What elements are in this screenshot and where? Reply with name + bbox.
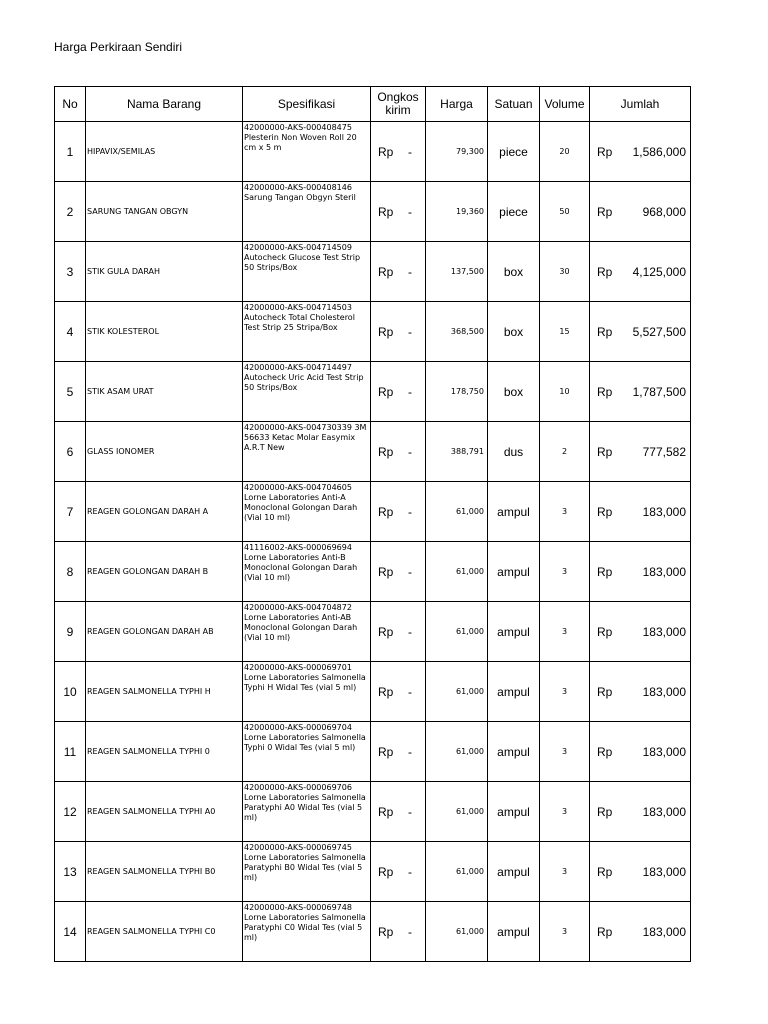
currency-label: Rp [378,564,394,579]
ongkos-value: - [408,864,412,879]
cell-spesifikasi: 42000000-AKS-004704872 Lorne Laboratories Anti-AB Monoclonal Golongan Darah (Vial 10 ml) [243,602,371,662]
ongkos-value: - [408,324,412,339]
currency-label: Rp [378,324,394,339]
currency-label: Rp [597,384,613,399]
cell-spesifikasi: 42000000-AKS-000069701 Lorne Laboratories Salmonella Typhi H Widal Tes (vial 5 ml) [243,662,371,722]
cell-ongkos-kirim [371,242,426,302]
cell-no: 5 [55,362,86,422]
cell-no: 2 [55,182,86,242]
cell-jumlah [590,602,691,662]
cell-no: 12 [55,782,86,842]
table-row [55,182,691,242]
cell-nama-barang: STIK KOLESTEROL [86,302,243,362]
cell-ongkos-kirim [371,302,426,362]
cell-harga: 61,000 [426,782,488,842]
cell-spesifikasi: 42000000-AKS-000069748 Lorne Laboratories Salmonella Paratyphi C0 Widal Tes (vial 5 ml) [243,902,371,962]
ongkos-value: - [408,144,412,159]
currency-label: Rp [378,624,394,639]
cell-harga: 61,000 [426,602,488,662]
cell-jumlah [590,242,691,302]
cell-volume: 3 [540,722,590,782]
jumlah-value: 183,000 [642,864,686,879]
cell-satuan: box [488,362,540,422]
cell-spesifikasi: 42000000-AKS-000069745 Lorne Laboratories Salmonella Paratyphi B0 Widal Tes (vial 5 ml) [243,842,371,902]
currency-label: Rp [597,804,613,819]
cell-no: 9 [55,602,86,662]
cell-harga: 178,750 [426,362,488,422]
currency-label: Rp [597,684,613,699]
cell-no: 8 [55,542,86,602]
currency-label: Rp [378,444,394,459]
cell-nama-barang: REAGEN GOLONGAN DARAH A [86,482,243,542]
cell-jumlah [590,782,691,842]
cell-spesifikasi: 42000000-AKS-000069706 Lorne Laboratories Salmonella Paratyphi A0 Widal Tes (vial 5 ml) [243,782,371,842]
cell-jumlah [590,722,691,782]
header-ongkos-kirim: Ongkos kirim [371,87,426,122]
cell-nama-barang: REAGEN SALMONELLA TYPHI C0 [86,902,243,962]
jumlah-value: 1,787,500 [632,384,686,399]
cell-nama-barang: HIPAVIX/SEMILAS [86,122,243,182]
table-row [55,782,691,842]
cell-harga: 137,500 [426,242,488,302]
cell-volume: 3 [540,662,590,722]
cell-satuan: ampul [488,482,540,542]
cell-ongkos-kirim [371,542,426,602]
ongkos-value: - [408,744,412,759]
cell-jumlah [590,542,691,602]
table-row [55,542,691,602]
cell-jumlah [590,842,691,902]
table-row [55,422,691,482]
jumlah-value: 183,000 [642,624,686,639]
currency-label: Rp [378,924,394,939]
cell-satuan: ampul [488,722,540,782]
cell-no: 3 [55,242,86,302]
cell-satuan: ampul [488,542,540,602]
cell-jumlah [590,482,691,542]
cell-volume: 3 [540,482,590,542]
cell-satuan: piece [488,182,540,242]
currency-label: Rp [597,624,613,639]
page-title: Harga Perkiraan Sendiri [54,40,183,54]
cell-harga: 61,000 [426,482,488,542]
cell-ongkos-kirim [371,122,426,182]
cell-jumlah [590,902,691,962]
jumlah-value: 183,000 [642,804,686,819]
cell-no: 13 [55,842,86,902]
jumlah-value: 183,000 [642,744,686,759]
cell-harga: 61,000 [426,722,488,782]
cell-ongkos-kirim [371,362,426,422]
jumlah-value: 4,125,000 [632,264,686,279]
currency-label: Rp [597,324,613,339]
cell-ongkos-kirim [371,482,426,542]
cell-nama-barang: STIK ASAM URAT [86,362,243,422]
cell-ongkos-kirim [371,722,426,782]
table-row [55,662,691,722]
cell-volume: 3 [540,902,590,962]
cell-volume: 3 [540,542,590,602]
cell-spesifikasi: 42000000-AKS-004714509 Autocheck Glucose Test Strip 50 Strips/Box [243,242,371,302]
cell-harga: 388,791 [426,422,488,482]
currency-label: Rp [597,144,613,159]
cell-harga: 61,000 [426,662,488,722]
cell-nama-barang: SARUNG TANGAN OBGYN [86,182,243,242]
jumlah-value: 183,000 [642,564,686,579]
cell-jumlah [590,302,691,362]
jumlah-value: 183,000 [642,684,686,699]
header-jumlah: Jumlah [590,87,691,122]
ongkos-value: - [408,924,412,939]
currency-label: Rp [378,504,394,519]
cell-ongkos-kirim [371,422,426,482]
header-volume: Volume [540,87,590,122]
currency-label: Rp [378,864,394,879]
jumlah-value: 777,582 [642,444,686,459]
header-satuan: Satuan [488,87,540,122]
cell-nama-barang: REAGEN GOLONGAN DARAH AB [86,602,243,662]
cell-spesifikasi: 42000000-AKS-004714503 Autocheck Total Cholesterol Test Strip 25 Stripa/Box [243,302,371,362]
cell-no: 11 [55,722,86,782]
cell-jumlah [590,662,691,722]
cell-volume: 10 [540,362,590,422]
price-table [54,86,691,962]
cell-volume: 30 [540,242,590,302]
ongkos-value: - [408,204,412,219]
cell-spesifikasi: 41116002-AKS-000069694 Lorne Laboratories Anti-B Monoclonal Golongan Darah (Vial 10 ml) [243,542,371,602]
cell-satuan: ampul [488,782,540,842]
cell-ongkos-kirim [371,602,426,662]
currency-label: Rp [597,564,613,579]
currency-label: Rp [597,744,613,759]
cell-spesifikasi: 42000000-AKS-004730339 3M 56633 Ketac Molar Easymix A.R.T New [243,422,371,482]
cell-volume: 20 [540,122,590,182]
cell-volume: 3 [540,842,590,902]
cell-ongkos-kirim [371,662,426,722]
cell-harga: 61,000 [426,542,488,602]
cell-harga: 79,300 [426,122,488,182]
cell-nama-barang: REAGEN SALMONELLA TYPHI H [86,662,243,722]
header-no: No [55,87,86,122]
cell-no: 7 [55,482,86,542]
cell-volume: 3 [540,602,590,662]
table-row [55,902,691,962]
table-row [55,602,691,662]
cell-no: 10 [55,662,86,722]
cell-satuan: ampul [488,842,540,902]
table-row [55,302,691,362]
cell-harga: 368,500 [426,302,488,362]
cell-spesifikasi: 42000000-AKS-004714497 Autocheck Uric Acid Test Strip 50 Strips/Box [243,362,371,422]
header-nama-barang: Nama Barang [86,87,243,122]
table-row [55,242,691,302]
cell-spesifikasi: 42000000-AKS-000408146 Sarung Tangan Obgyn Steril [243,182,371,242]
cell-volume: 50 [540,182,590,242]
currency-label: Rp [597,204,613,219]
cell-jumlah [590,362,691,422]
cell-spesifikasi: 42000000-AKS-004704605 Lorne Laboratories Anti-A Monoclonal Golongan Darah (Vial 10 ml) [243,482,371,542]
jumlah-value: 183,000 [642,924,686,939]
cell-satuan: ampul [488,662,540,722]
cell-nama-barang: REAGEN SALMONELLA TYPHI 0 [86,722,243,782]
table-body [55,122,691,962]
table-row [55,722,691,782]
table-row [55,842,691,902]
currency-label: Rp [378,744,394,759]
cell-no: 6 [55,422,86,482]
header-harga: Harga [426,87,488,122]
ongkos-value: - [408,624,412,639]
cell-volume: 2 [540,422,590,482]
ongkos-value: - [408,264,412,279]
ongkos-value: - [408,384,412,399]
cell-ongkos-kirim [371,842,426,902]
cell-no: 14 [55,902,86,962]
cell-satuan: piece [488,122,540,182]
cell-jumlah [590,422,691,482]
cell-volume: 15 [540,302,590,362]
cell-ongkos-kirim [371,182,426,242]
currency-label: Rp [597,444,613,459]
cell-nama-barang: GLASS IONOMER [86,422,243,482]
currency-label: Rp [378,264,394,279]
cell-spesifikasi: 42000000-AKS-000069704 Lorne Laboratories Salmonella Typhi 0 Widal Tes (vial 5 ml) [243,722,371,782]
jumlah-value: 968,000 [642,204,686,219]
cell-satuan: box [488,242,540,302]
cell-harga: 61,000 [426,842,488,902]
cell-nama-barang: REAGEN GOLONGAN DARAH B [86,542,243,602]
cell-nama-barang: REAGEN SALMONELLA TYPHI B0 [86,842,243,902]
currency-label: Rp [597,264,613,279]
cell-harga: 61,000 [426,902,488,962]
cell-satuan: dus [488,422,540,482]
ongkos-value: - [408,804,412,819]
ongkos-value: - [408,684,412,699]
cell-satuan: ampul [488,602,540,662]
cell-no: 4 [55,302,86,362]
jumlah-value: 5,527,500 [632,324,686,339]
table-row [55,482,691,542]
currency-label: Rp [378,384,394,399]
jumlah-value: 1,586,000 [632,144,686,159]
cell-harga: 19,360 [426,182,488,242]
cell-spesifikasi: 42000000-AKS-000408475 Plesterin Non Woven Roll 20 cm x 5 m [243,122,371,182]
currency-label: Rp [378,144,394,159]
ongkos-value: - [408,504,412,519]
currency-label: Rp [597,924,613,939]
ongkos-value: - [408,444,412,459]
cell-jumlah [590,122,691,182]
cell-satuan: ampul [488,902,540,962]
table-row [55,362,691,422]
header-spesifikasi: Spesifikasi [243,87,371,122]
ongkos-value: - [408,564,412,579]
cell-nama-barang: REAGEN SALMONELLA TYPHI A0 [86,782,243,842]
currency-label: Rp [378,684,394,699]
cell-ongkos-kirim [371,782,426,842]
cell-satuan: box [488,302,540,362]
cell-no: 1 [55,122,86,182]
cell-ongkos-kirim [371,902,426,962]
currency-label: Rp [378,204,394,219]
currency-label: Rp [597,864,613,879]
table-row [55,122,691,182]
cell-jumlah [590,182,691,242]
jumlah-value: 183,000 [642,504,686,519]
currency-label: Rp [378,804,394,819]
currency-label: Rp [597,504,613,519]
cell-volume: 3 [540,782,590,842]
cell-nama-barang: STIK GULA DARAH [86,242,243,302]
table-header-row [55,87,691,122]
